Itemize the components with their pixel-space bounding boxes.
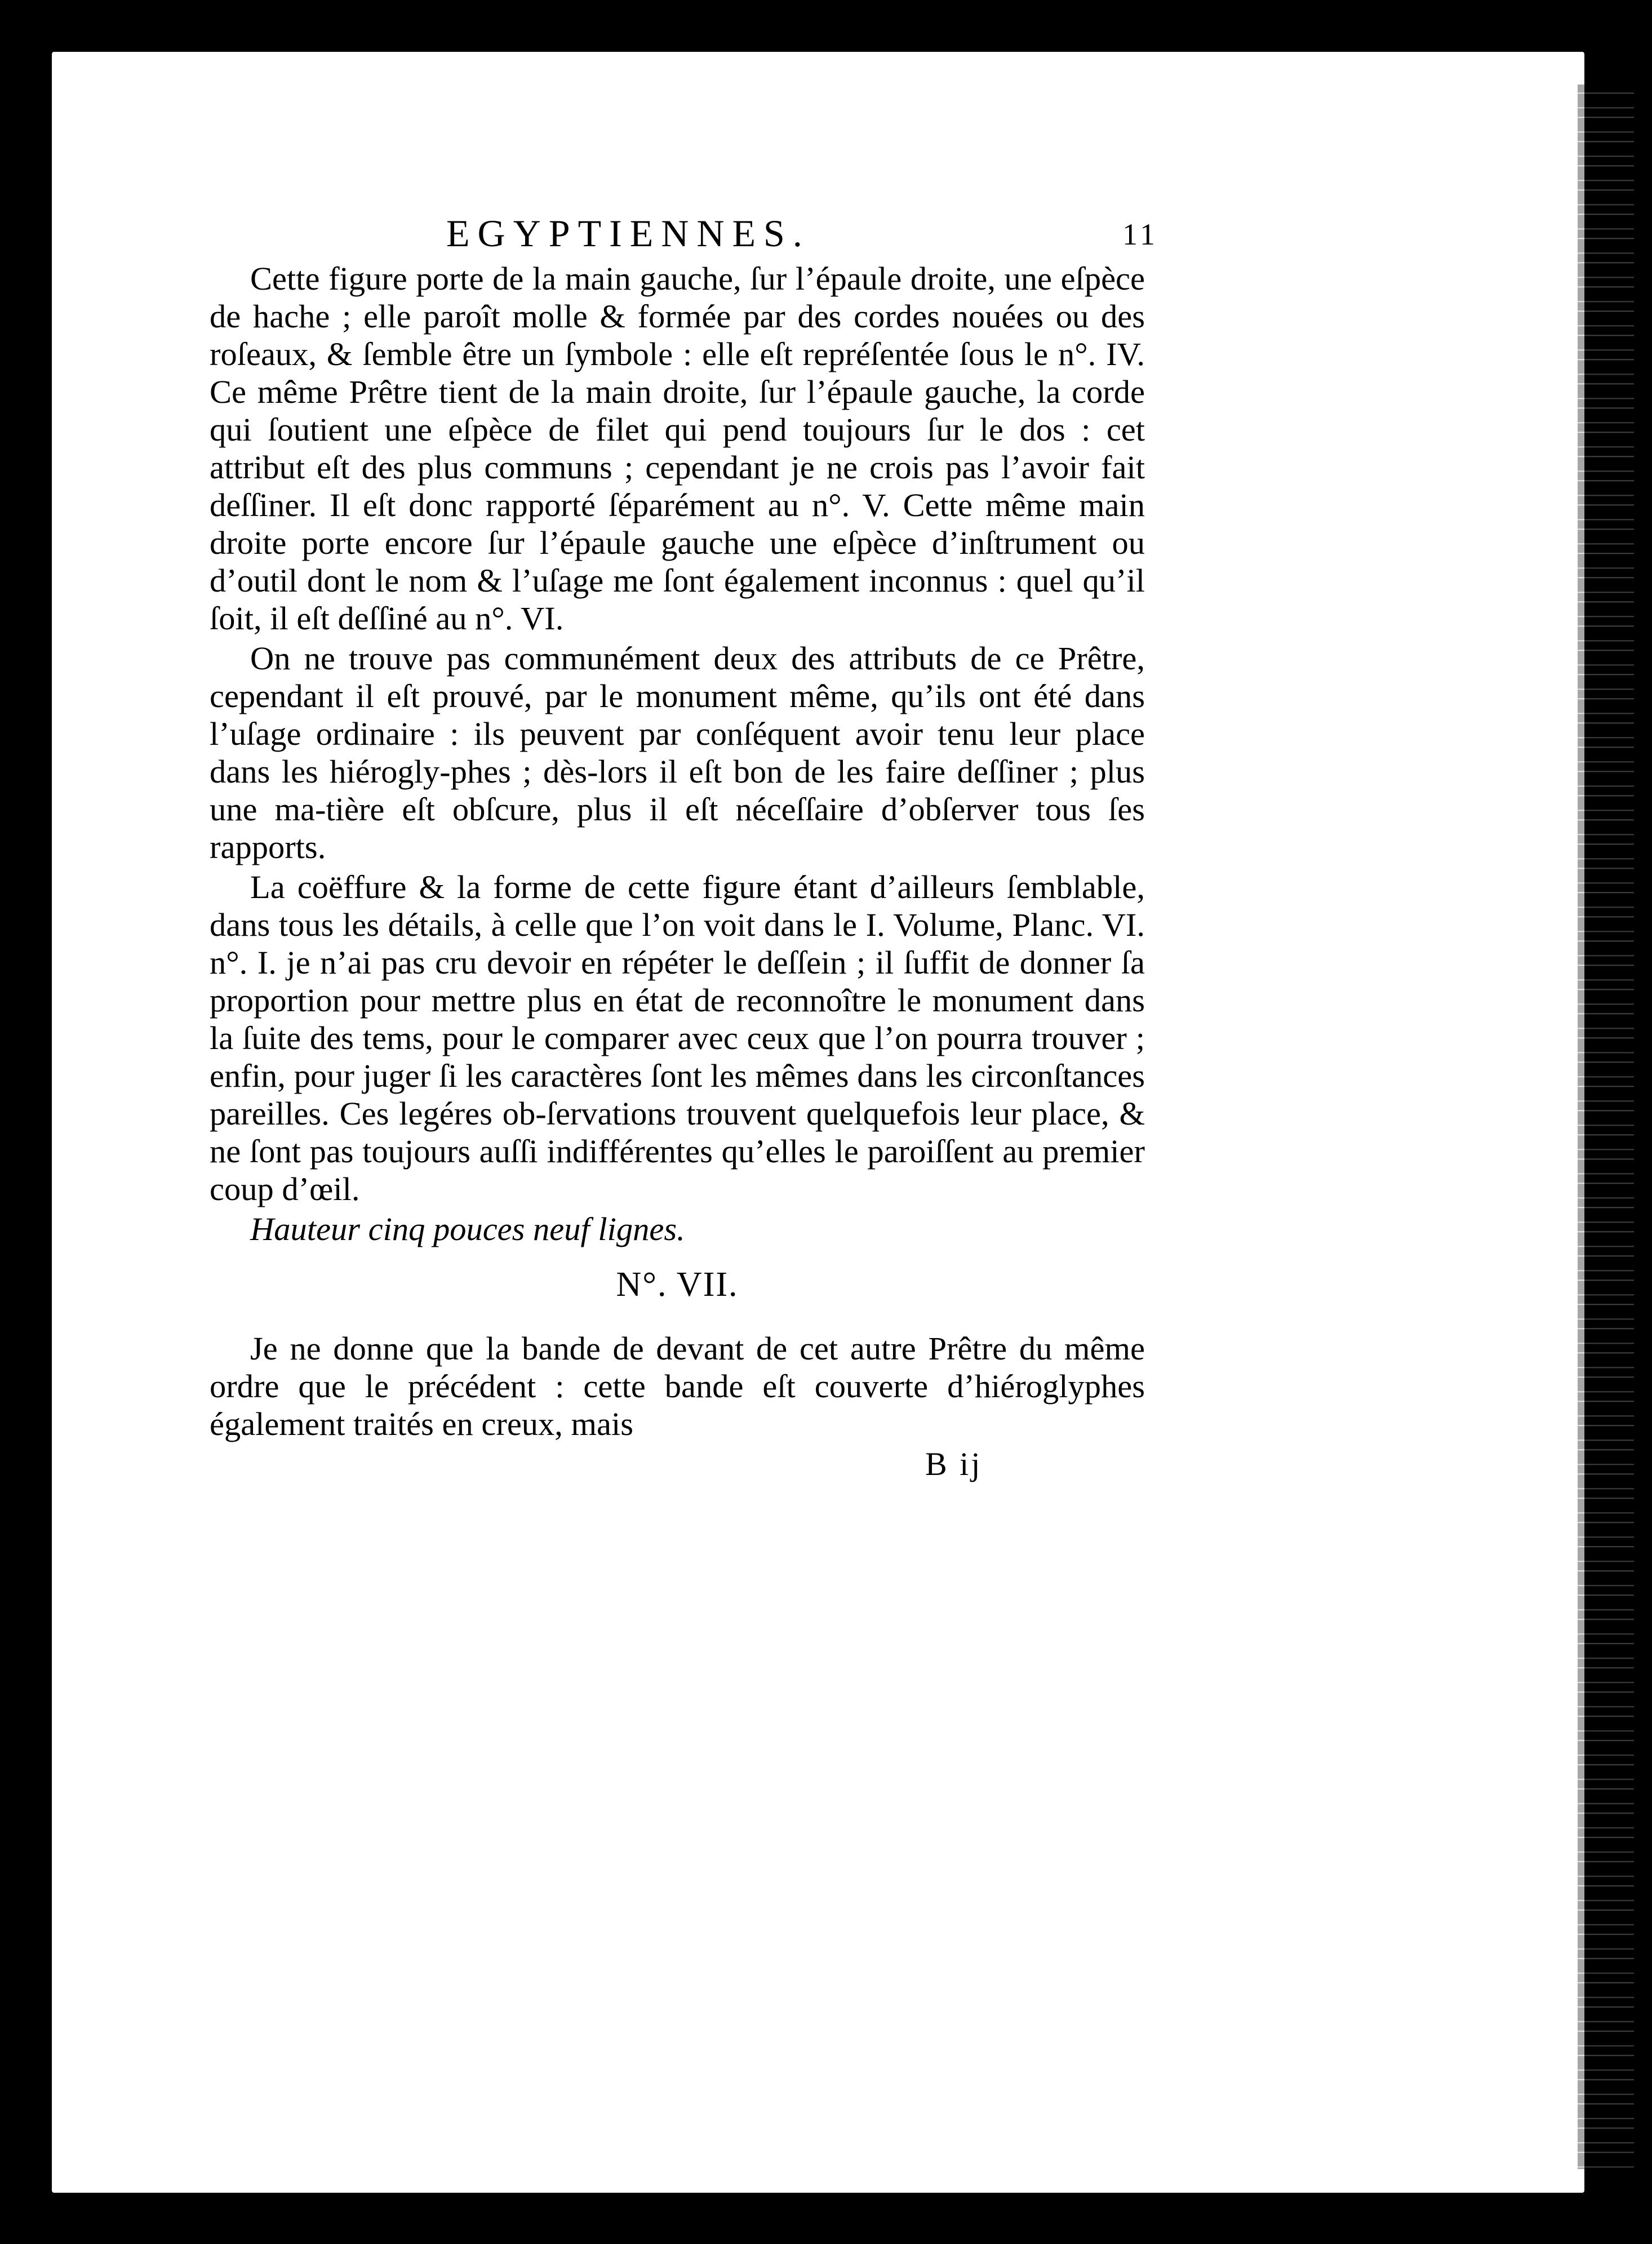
height-measurement: Hauteur cinq pouces neuf lignes. xyxy=(250,1211,685,1247)
page-number: 11 xyxy=(1122,217,1158,251)
running-head xyxy=(210,211,1158,260)
paragraph-2: On ne trouve pas communément deux des attributs de ce Prêtre, cependant il eſt prouvé, par le monument même, qu’ils ont été dans l’uſage ordinaire : ils peuvent par conſéquent avoir tenu leur place dans les hiérogly-phes ; dès-lors il eſt bon de les faire deſſiner ; plus une ma-tière eſt obſcure, plus il eſt néceſſaire d’obſerver tous ſes rapports. xyxy=(210,640,1145,865)
paragraph-3: La coëffure & la forme de cette figure étant d’ailleurs ſemblable, dans tous les détails, à celle que l’on voit dans le I. Volume, Planc. VI. n°. I. je n’ai pas cru devoir en répéter le deſſein ; il ſuffit de donner ſa proportion pour mettre plus en état de reconnoître le monument dans la ſuite des tems, pour le comparer avec ceux que l’on pourra trouver ; enfin, pour juger ſi les caractères ſont les mêmes dans les circonſtances pareilles. Ces legéres ob-ſervations trouvent quelquefois leur place, & ne ſont pas toujours auſſi indifférentes qu’elles le paroiſſent au premier coup d’œil. xyxy=(210,869,1145,1207)
paragraph-1: Cette figure porte de la main gauche, ſur l’épaule droite, une eſpèce de hache ; elle paroît molle & formée par des cordes nouées ou des roſeaux, & ſemble être un ſymbole : elle eſt repréſentée ſous le n°. IV. Ce même Prêtre tient de la main droite, ſur l’épaule gauche, la corde qui ſoutient une eſpèce de filet qui pend toujours ſur le dos : cet attribut eſt des plus communs ; cependant je ne crois pas l’avoir fait deſſiner. Il eſt donc rapporté ſéparément au n°. V. Cette même main droite porte encore ſur l’épaule gauche une eſpèce d’inſtrument ou d’outil dont le nom & l’uſage me ſont également inconnus : quel qu’il ſoit, il eſt deſſiné au n°. VI. xyxy=(210,260,1145,637)
running-title: EGYPTIENNES. xyxy=(446,212,810,255)
signature-mark: B ij xyxy=(925,1446,983,1482)
section-heading: N°. VII. xyxy=(616,1265,739,1304)
page-edge-shadow xyxy=(1578,85,1634,2169)
section-paragraph: Je ne donne que la bande de devant de cet autre Prêtre du même ordre que le précédent : cette bande eſt couverte d’hiéroglyphes également traités en creux, mais xyxy=(210,1330,1145,1442)
text-block xyxy=(210,211,1158,1483)
